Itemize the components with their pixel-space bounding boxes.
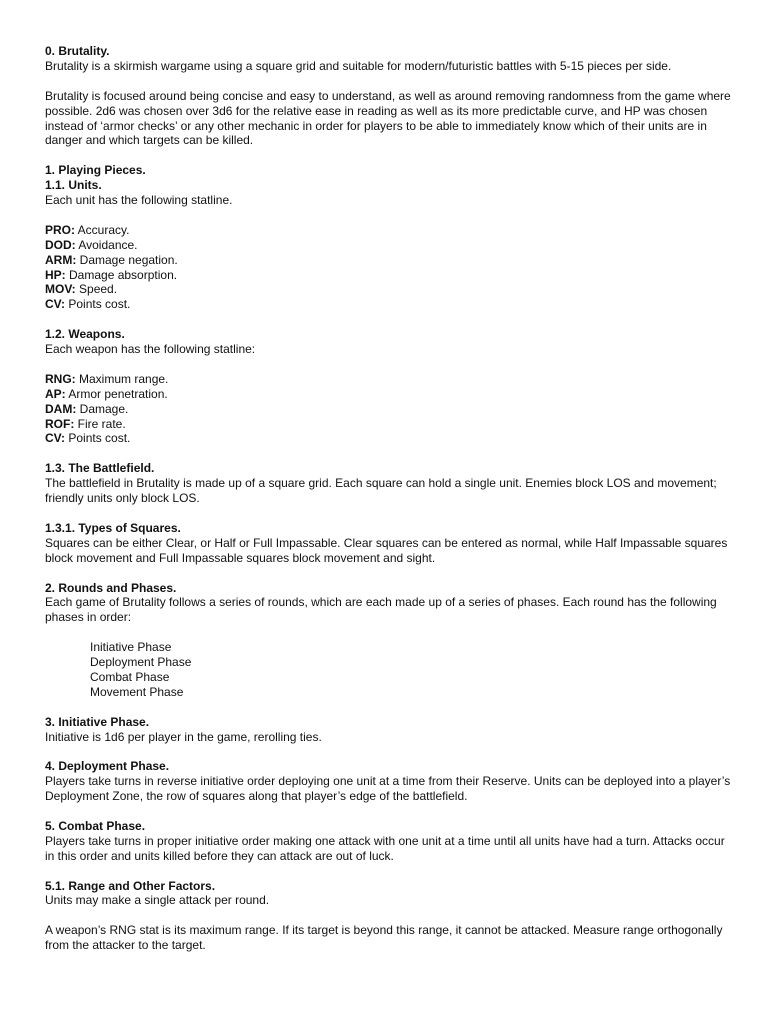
stat-desc: Damage absorption. bbox=[69, 267, 178, 282]
unit-stat-item bbox=[45, 268, 735, 283]
phase-list bbox=[45, 640, 735, 700]
paragraph: Each game of Brutality follows a series of rounds, which are each made up of a series of phases. Each round has the following phases in order: bbox=[45, 595, 717, 625]
paragraph: Squares can be either Clear, or Half or Full Impassable. Clear squares can be entered as normal, while Half Impassable squares block movement and Full Impassable squares block movement and sight. bbox=[45, 535, 728, 565]
subsection-heading: 1.2. Weapons. bbox=[45, 327, 125, 342]
stat-term: PRO: bbox=[45, 222, 75, 237]
stat-term: ROF: bbox=[45, 416, 75, 431]
stat-desc: Damage. bbox=[79, 401, 129, 416]
paragraph: Brutality is a skirmish wargame using a square grid and suitable for modern/futuristic battles with 5-15 pieces per side. bbox=[45, 58, 672, 73]
stat-desc: Avoidance. bbox=[78, 237, 138, 252]
stat-term: DAM: bbox=[45, 401, 77, 416]
document-page bbox=[45, 44, 735, 953]
paragraph: Players take turns in reverse initiative order deploying one unit at a time from their Reserve. Units can be deployed into a player’s Deployment Zone, the row of squares along that player’s edge of the battlefield. bbox=[45, 774, 731, 804]
unit-stat-item bbox=[45, 282, 735, 297]
paragraph: Each unit has the following statline. bbox=[45, 193, 233, 208]
stat-term: HP: bbox=[45, 267, 66, 282]
subsection-heading: 1.1. Units. bbox=[45, 178, 102, 193]
phase-item: Initiative Phase bbox=[90, 640, 172, 655]
stat-desc: Points cost. bbox=[68, 297, 131, 312]
phase-item: Movement Phase bbox=[90, 684, 184, 699]
weapon-stat-item bbox=[45, 402, 735, 417]
paragraph: The battlefield in Brutality is made up of a square grid. Each square can hold a single unit. Enemies block LOS and movement; friendly units only block LOS. bbox=[45, 476, 717, 506]
stat-term: DOD: bbox=[45, 237, 76, 252]
stat-desc: Speed. bbox=[79, 282, 118, 297]
phase-item: Combat Phase bbox=[90, 669, 170, 684]
stat-desc: Armor penetration. bbox=[68, 386, 168, 401]
weapon-stat-list bbox=[45, 372, 735, 447]
unit-stat-item bbox=[45, 297, 735, 312]
section-heading: 5. Combat Phase. bbox=[45, 818, 146, 833]
stat-desc: Points cost. bbox=[68, 431, 131, 446]
stat-desc: Maximum range. bbox=[79, 371, 169, 386]
weapon-stat-item bbox=[45, 372, 735, 387]
paragraph: Brutality is focused around being concise and easy to understand, as well as around removing randomness from the game where possible. 2d6 was chosen over 3d6 for the relative ease in reading as well as its more predictable curve, and HP was chosen instead of ‘armor checks’ or any other mechanic in order for players to be able to immediately know which of their units are in danger and which targets can be killed. bbox=[45, 88, 731, 148]
weapon-stat-item bbox=[45, 431, 735, 446]
unit-stat-item bbox=[45, 238, 735, 253]
unit-stat-list bbox=[45, 223, 735, 312]
subsection-heading: 1.3. The Battlefield. bbox=[45, 461, 155, 476]
stat-term: ARM: bbox=[45, 252, 77, 267]
subsection-heading: 5.1. Range and Other Factors. bbox=[45, 878, 216, 893]
stat-term: AP: bbox=[45, 386, 66, 401]
paragraph: Players take turns in proper initiative order making one attack with one unit at a time until all units have had a turn. Attacks occur in this order and units killed before they can attack are out of luck. bbox=[45, 833, 725, 863]
stat-desc: Fire rate. bbox=[77, 416, 126, 431]
unit-stat-item bbox=[45, 253, 735, 268]
weapon-stat-item bbox=[45, 417, 735, 432]
stat-term: MOV: bbox=[45, 282, 76, 297]
section-heading: 1. Playing Pieces. bbox=[45, 163, 146, 178]
section-heading: 2. Rounds and Phases. bbox=[45, 580, 177, 595]
weapon-stat-item bbox=[45, 387, 735, 402]
section-heading: 0. Brutality. bbox=[45, 44, 110, 58]
paragraph: Each weapon has the following statline: bbox=[45, 342, 256, 357]
stat-desc: Accuracy. bbox=[77, 222, 130, 237]
stat-term: RNG: bbox=[45, 371, 76, 386]
stat-term: CV: bbox=[45, 431, 66, 446]
section-heading: 3. Initiative Phase. bbox=[45, 714, 150, 729]
phase-item: Deployment Phase bbox=[90, 655, 192, 670]
stat-desc: Damage negation. bbox=[79, 252, 178, 267]
paragraph: A weapon’s RNG stat is its maximum range. If its target is beyond this range, it cannot be attacked. Measure range orthogonally from the attacker to the target. bbox=[45, 923, 723, 953]
section-heading: 4. Deployment Phase. bbox=[45, 759, 170, 774]
stat-term: CV: bbox=[45, 297, 66, 312]
paragraph: Units may make a single attack per round. bbox=[45, 893, 270, 908]
unit-stat-item bbox=[45, 223, 735, 238]
paragraph: Initiative is 1d6 per player in the game, rerolling ties. bbox=[45, 729, 322, 744]
subsection-heading: 1.3.1. Types of Squares. bbox=[45, 520, 181, 535]
